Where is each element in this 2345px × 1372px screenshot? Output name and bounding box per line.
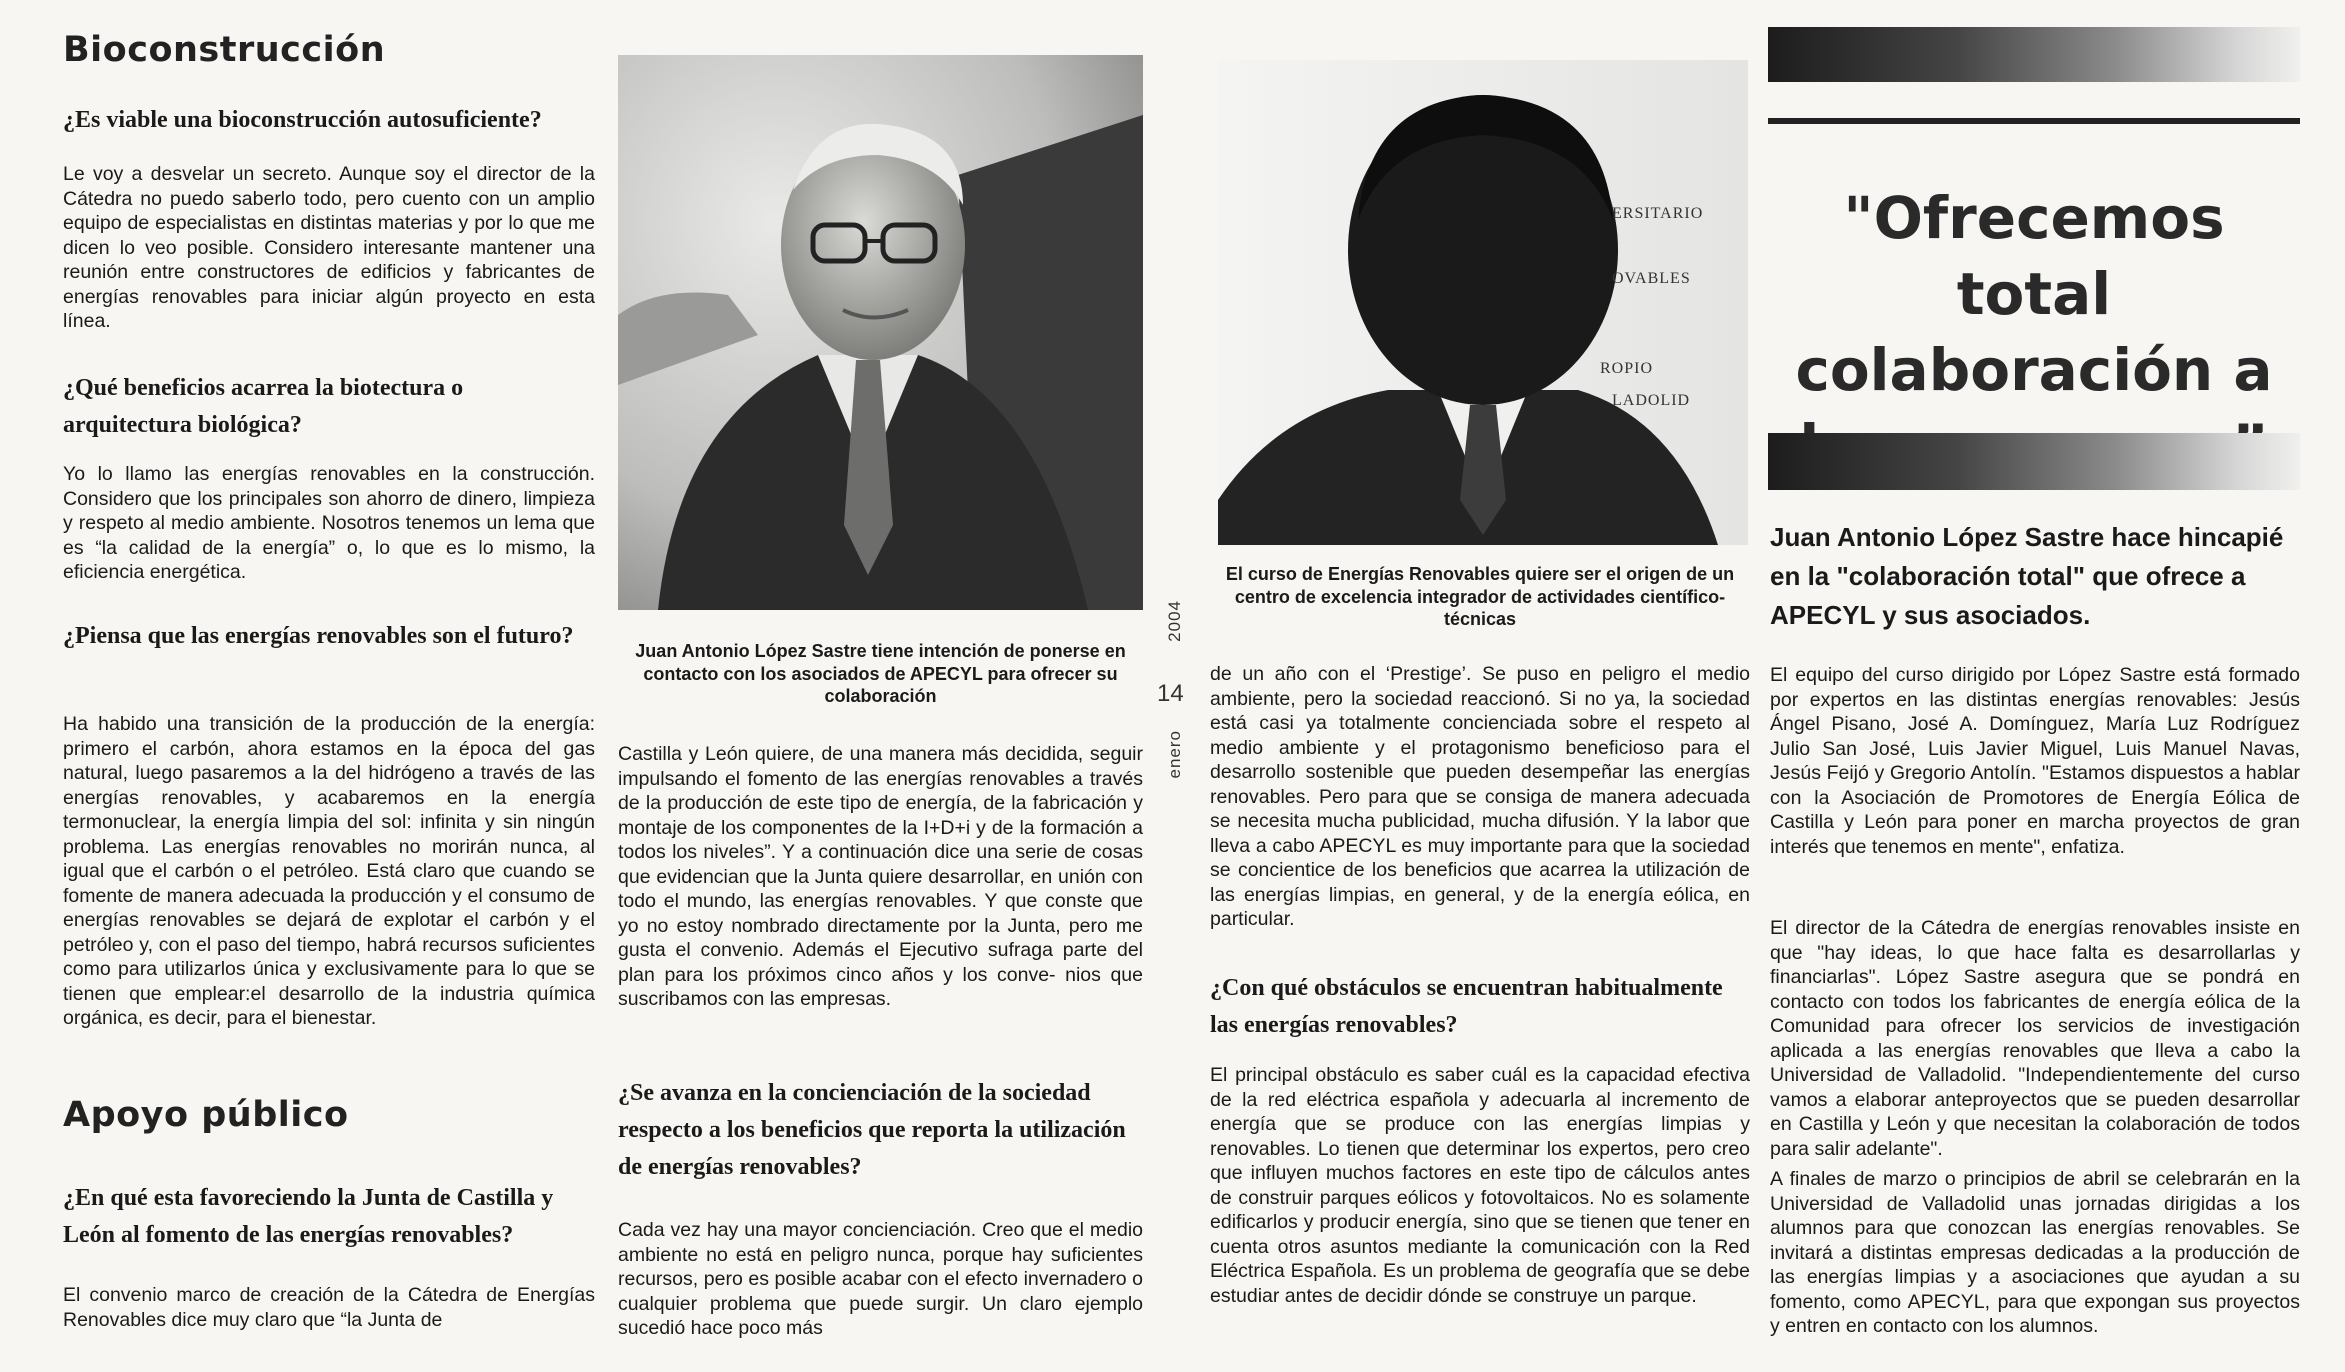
- question-3: ¿Piensa que las energías renovables son el futuro?: [63, 623, 574, 649]
- decorative-gradient-bar-bottom: [1768, 433, 2300, 490]
- answer-6: El principal obstáculo es saber cuál es la capacidad efectiva de la red eléctrica española y adecuarla al incremento de energía que se produce con las energías limpias y renovables. Lo tienen que determinar los expertos, pero creo que influyen muchos factores en este tipo de cálculos antes de construir parques eólicos y fotovoltaicos. No es solamente edificarlos y producir energía, sino que se tienen que tener en cuenta otros asuntos mediante la comunicación con la Red Eléctrica Española. Es un problema de geografía que se debe estudiar antes de decidir dónde se construye un parque.: [1210, 1064, 1750, 1307]
- answer-1: Le voy a desvelar un secreto. Aunque soy el director de la Cátedra no puedo saberlo todo, pero cuento con un amplio equipo de especialistas en distintas materias y por lo que me dicen lo veo posible. Considero interesante mantener una reunión entre constructores de edificios y fabricantes de energías renovables para iniciar algún proyecto en esta línea.: [63, 163, 595, 332]
- question-4: ¿En qué esta favoreciendo la Junta de Castilla y León al fomento de las energías renovables?: [63, 1185, 554, 1248]
- question-5: ¿Se avanza en la concienciación de la sociedad respecto a los beneficios que reporta la utilización de energías renovables?: [618, 1080, 1126, 1180]
- body-paragraph-2: El director de la Cátedra de energías renovables insiste en que "hay ideas, lo que hace falta es desarrollarlas y financiarlas". López Sastre asegura que se pondrá en contacto con todos los fabricantes de energía eólica de la Comunidad para ofrecer los servicios de investigación aplicada a las energías renovables que lleva a cabo la Universidad de Valladolid. "Independientemente del curso vamos a elaborar anteproyectos que se pueden desarrollar en Castilla y León y que necesitan la colaboración de todos para salir adelante".: [1770, 917, 2300, 1160]
- background-banner-line-3: ROPIO: [1600, 360, 1654, 377]
- body-paragraph-1: El equipo del curso dirigido por López Sastre está formado por expertos en las distintas energías renovables: Jesús Ángel Pisano, José A. Domínguez, María Luz Rodríguez Julio San José, Luis Javier Miguel, Luis Manuel Navas, Jesús Feijó y Gregorio Antolín. "Estamos dispuestos a hablar con la Asociación de Promotores de Energía Eólica de Castilla y León para poner en marcha proyectos de gran interés que tenemos en mente", enfatiza.: [1770, 664, 2300, 858]
- headline: "Ofrecemos total colaboración a: [1795, 184, 2273, 404]
- background-banner-line-1: ERSITARIO: [1612, 205, 1704, 222]
- answer-4-continued: Castilla y León quiere, de una manera más decidida, seguir impulsando el fomento de las energías renovables a través de la producción de este tipo de energía, de la fabricación y montaje de los componentes de la I+D+i y de la formación a todos los niveles”. Y a continuación dice una serie de cosas que evidencian que la Junta quiere desarrollar, en unión con todo el mundo, las energías renovables. Y que conste que yo no estoy nombrado directamente por la Junta, pero me gusta el convenio. Además el Ejecutivo sufraga parte del plan para los próximos cinco años y los conve- nios que suscribamos con las empresas.: [618, 743, 1143, 1010]
- section-title-bioconstruccion: Bioconstrucción: [63, 30, 386, 70]
- decorative-gradient-bar-top: [1768, 27, 2300, 82]
- answer-4: El convenio marco de creación de la Cátedra de Energías Renovables dice muy claro que “la Junta de: [63, 1284, 595, 1331]
- body-paragraph-3: A finales de marzo o principios de abril se celebrarán en la Universidad de Valladolid unas jornadas dirigidas a los alumnos para que conozcan las energías renovables. Se invitará a distintas empresas dedicadas a la producción de las energías limpias y a asociaciones que ayudan a su fomento, como APECYL, para que expongan sus proyectos y entren en contacto con los alumnos.: [1770, 1168, 2300, 1337]
- page-number: 14: [1157, 680, 1184, 707]
- answer-5: Cada vez hay una mayor concienciación. Creo que el medio ambiente no está en peligro nunca, porque hay suficientes recursos, pero es posible acabar con el efecto invernadero o cualquier problema que puede surgir. Un claro ejemplo sucedió hace poco más: [618, 1219, 1143, 1339]
- answer-5-continued: de un año con el ‘Prestige’. Se puso en peligro el medio ambiente, pero la sociedad reaccionó. Si no ya, la sociedad está casi ya totalmente concienciada sobre el respeto al medio ambiente y el protagonismo beneficioso para el desarrollo sostenible que pueden desempeñar las energías renovables. Pero para que se consiga de manera adecuada se necesita mucha publicidad, mucha difusión. Y la labor que lleva a cabo APECYL es muy importante para que la sociedad se concientice de los beneficios que acarrea la utilización de las energías limpias, en general, y de la energía eólica, en particular.: [1210, 663, 1750, 930]
- photo-caption-right: El curso de Energías Renovables quiere ser el origen de un centro de excelencia integrador de actividades científico-técnicas: [1225, 564, 1735, 629]
- section-title-apoyo-publico: Apoyo público: [63, 1095, 349, 1135]
- issue-month: enero: [1165, 730, 1184, 779]
- answer-3: Ha habido una transición de la producción de la energía: primero el carbón, ahora estamos en la época del gas natural, luego pasaremos a la del hidrógeno a través de las energías renovables, y acabaremos en la energía termonuclear, la energía limpia del sol: infinita y sin ningún problema. Las energías renovables no morirán nunca, al igual que el carbón o el petróleo. Está claro que cuando se fomente de manera adecuada la producción y el consumo de energías renovables se dejará de explotar el carbón y el petróleo y, con el paso del tiempo, habrá recursos suficientes como para utilizarlos única y exclusivamente para lo que se tienen que emplear:el desarrollo de la industria química orgánica, es decir, para el bienestar.: [63, 713, 595, 1029]
- question-2: ¿Qué beneficios acarrea la biotectura o arquitectura biológica?: [63, 375, 464, 438]
- question-1: ¿Es viable una bioconstrucción autosuficiente?: [63, 107, 542, 133]
- background-banner-line-2: OVABLES: [1612, 270, 1691, 287]
- portrait-photo-left: [618, 55, 1143, 610]
- answer-2: Yo lo llamo las energías renovables en la construcción. Considero que los principales son ahorro de dinero, limpieza y respeto al medio ambiente. Nosotros tenemos un lema que es “la calidad de la energía” o, lo que es lo mismo, la eficiencia energética.: [63, 463, 595, 583]
- portrait-photo-right: [1218, 60, 1748, 545]
- issue-year: 2004: [1165, 600, 1184, 642]
- background-banner-line-4: LADOLID: [1612, 392, 1691, 409]
- photo-caption-left: Juan Antonio López Sastre tiene intención de ponerse en contacto con los asociados de APECYL para ofrecer su colaboración: [635, 641, 1126, 706]
- question-6: ¿Con qué obstáculos se encuentran habitualmente las energías renovables?: [1210, 975, 1723, 1038]
- lead-paragraph: Juan Antonio López Sastre hace hincapié en la "colaboración total" que ofrece a APECYL y sus asociados.: [1770, 522, 2284, 630]
- decorative-rule: [1768, 118, 2300, 124]
